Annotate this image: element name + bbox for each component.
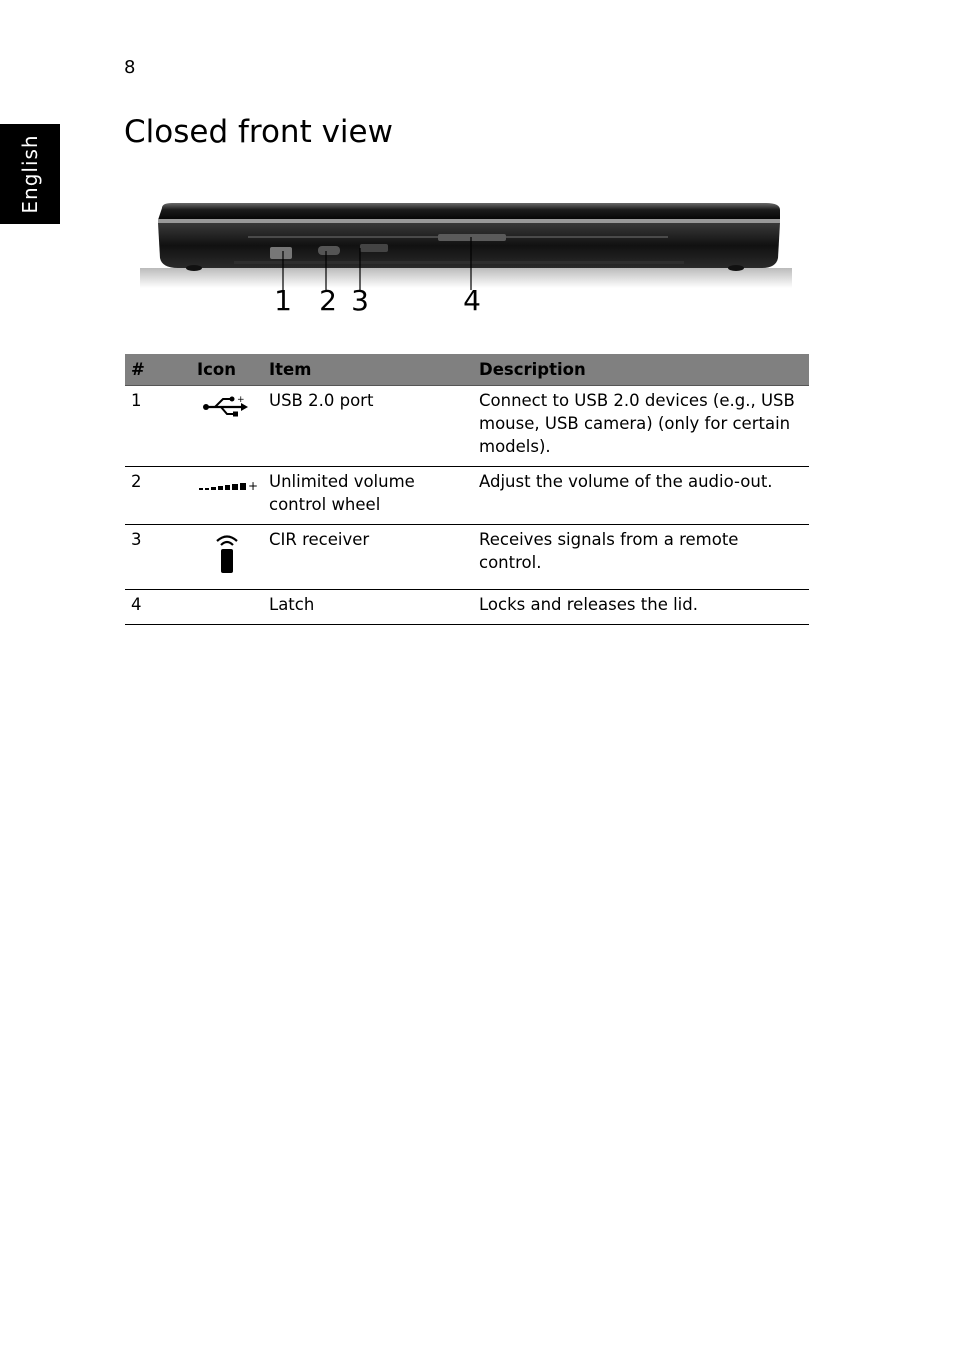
row-icon xyxy=(191,525,263,590)
volume-wheel-icon xyxy=(197,475,257,495)
header-num: # xyxy=(125,354,191,386)
row-item: Latch xyxy=(263,590,473,625)
row-num: 2 xyxy=(125,467,191,525)
usb-icon xyxy=(201,394,253,418)
table-row xyxy=(125,467,809,525)
row-icon xyxy=(191,467,263,525)
header-item: Item xyxy=(263,354,473,386)
row-item: CIR receiver xyxy=(263,525,473,590)
callout-2: 2 xyxy=(319,284,337,317)
table-row xyxy=(125,525,809,590)
page-title: Closed front view xyxy=(124,114,393,150)
language-tab xyxy=(0,124,60,224)
row-icon xyxy=(191,386,263,467)
table-row xyxy=(125,386,809,467)
header-description: Description xyxy=(473,354,809,386)
callout-4: 4 xyxy=(463,284,481,317)
callout-1: 1 xyxy=(274,284,292,317)
row-num: 4 xyxy=(125,590,191,625)
table-row xyxy=(125,590,809,625)
row-description: Adjust the volume of the audio-out. xyxy=(473,467,809,525)
row-num: 3 xyxy=(125,525,191,590)
laptop-front-figure xyxy=(138,196,798,326)
svg-text:+: + xyxy=(248,479,259,493)
header-icon: Icon xyxy=(191,354,263,386)
row-item: USB 2.0 port xyxy=(263,386,473,467)
row-item: Unlimited volume control wheel xyxy=(263,467,473,525)
page-number: 8 xyxy=(124,57,136,78)
callout-3: 3 xyxy=(351,284,369,317)
remote-receiver-icon xyxy=(212,533,242,575)
svg-text:+: + xyxy=(237,395,245,405)
row-description: Connect to USB 2.0 devices (e.g., USB mouse, USB camera) (only for certain models). xyxy=(473,386,809,467)
row-description: Receives signals from a remote control. xyxy=(473,525,809,590)
language-tab-label: English xyxy=(18,134,42,214)
row-description: Locks and releases the lid. xyxy=(473,590,809,625)
table-header-row xyxy=(125,354,809,386)
laptop-front-image xyxy=(138,196,798,286)
row-icon xyxy=(191,590,263,625)
spec-table xyxy=(125,354,809,625)
row-num: 1 xyxy=(125,386,191,467)
